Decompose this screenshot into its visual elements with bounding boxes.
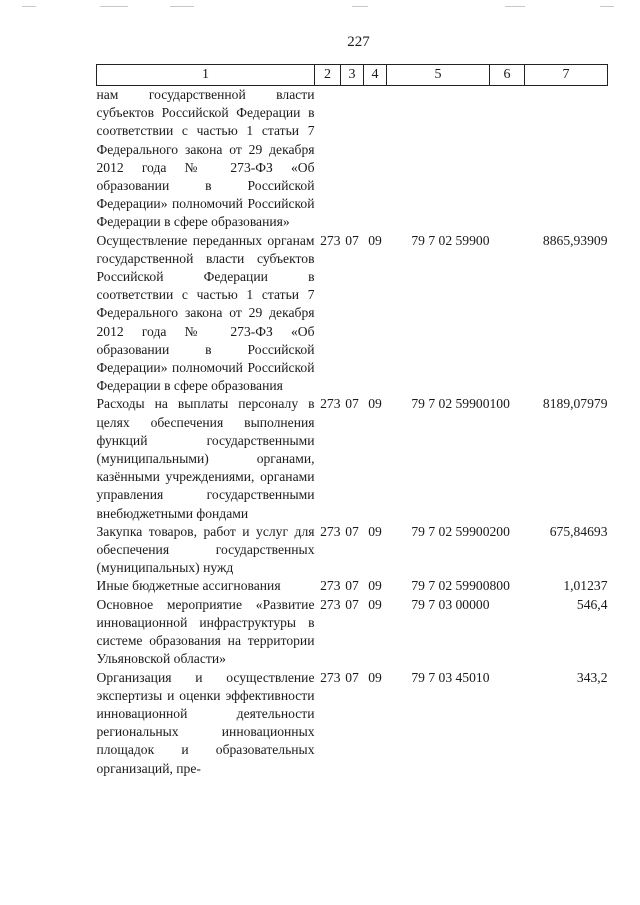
ministry-code: 273 (320, 596, 341, 612)
section-code: 07 (345, 578, 359, 594)
section-code: 07 (345, 396, 359, 412)
table-row (97, 395, 608, 522)
target-code: 79 7 03 45010 (411, 669, 490, 685)
ministry-code (315, 86, 341, 232)
scan-edge-mark (22, 6, 36, 7)
scan-edge-mark (600, 6, 614, 7)
row-description: Осуществление переданных органам государственной власти субъектов Российской Федерации в соответствии с частью 1 статьи 7 Федерального закона от 29 декабря 2012 года № 273-ФЗ «Об образовании в Российской Федерации» полномочий Российской Федерации в сфере образования (96, 232, 315, 394)
ministry-code: 273 (320, 232, 341, 248)
amount: 8865,93909 (542, 232, 608, 248)
expense-type-code (490, 86, 525, 232)
column-header: 7 (525, 65, 608, 86)
column-header: 3 (341, 65, 364, 86)
scan-edge-mark (352, 6, 368, 7)
column-header: 1 (97, 65, 315, 86)
row-description: Расходы на выплаты персоналу в целях обеспечения выполнения функций государственными (муниципальными) органами, казёнными учреждениями, органами управления государственными внебюджетными фондами (96, 396, 315, 521)
expense-type-code: 800 (489, 578, 510, 594)
subsection-code (364, 86, 387, 232)
amount: 675,84693 (549, 523, 608, 539)
row-description: Иные бюджетные ассигнования (96, 578, 281, 594)
row-description: Организация и осуществление экспертизы и оценки эффективности инновационной деятельности региональных инновационных площадок и образовательных организаций, пре- (96, 669, 315, 776)
section-code: 07 (345, 669, 359, 685)
subsection-code: 09 (368, 396, 382, 412)
scan-edge-mark (100, 6, 128, 7)
section-code: 07 (345, 232, 359, 248)
subsection-code: 09 (368, 669, 382, 685)
column-header: 5 (387, 65, 490, 86)
section-code: 07 (345, 523, 359, 539)
expense-type-code (490, 669, 525, 778)
section-code: 07 (345, 596, 359, 612)
subsection-code: 09 (368, 578, 382, 594)
scan-edge-mark (505, 6, 525, 7)
subsection-code: 09 (368, 523, 382, 539)
table-row (97, 596, 608, 669)
column-number-row (97, 65, 608, 86)
table-row (97, 523, 608, 578)
expense-type-code (490, 596, 525, 669)
row-description: Основное мероприятие «Развитие инновационной инфраструктуры в системе образования на территории Ульяновской области» (96, 596, 315, 667)
subsection-code: 09 (368, 596, 382, 612)
target-code: 79 7 02 59900 (411, 396, 490, 412)
expense-type-code: 200 (489, 523, 510, 539)
table-row (97, 232, 608, 396)
target-code: 79 7 02 59900 (411, 578, 490, 594)
table-row (97, 86, 608, 232)
scan-edge-mark (170, 6, 194, 7)
row-description: нам государственной власти субъектов Российской Федерации в соответствии с частью 1 статьи 7 Федерального закона от 29 декабря 2012 года № 273-ФЗ «Об образовании в Российской Федерации» полномочий Российской Федерации в сфере образования» (96, 87, 315, 230)
page-number: 227 (347, 34, 370, 50)
ministry-code: 273 (320, 523, 341, 539)
budget-table (96, 64, 608, 778)
target-code: 79 7 02 59900 (411, 232, 490, 248)
amount (525, 86, 608, 232)
column-header: 6 (490, 65, 525, 86)
amount: 343,2 (576, 669, 608, 685)
target-code: 79 7 02 59900 (411, 523, 490, 539)
amount: 8189,07979 (542, 396, 608, 412)
column-header: 4 (364, 65, 387, 86)
section-code (341, 86, 364, 232)
target-code (387, 86, 490, 232)
row-description: Закупка товаров, работ и услуг для обеспечения государственных (муниципальных) нужд (96, 523, 315, 576)
amount: 1,01237 (563, 578, 608, 594)
expense-type-code: 100 (489, 396, 510, 412)
ministry-code: 273 (320, 396, 341, 412)
ministry-code: 273 (320, 669, 341, 685)
amount: 546,4 (576, 596, 608, 612)
table-row (97, 577, 608, 595)
subsection-code: 09 (368, 232, 382, 248)
column-header: 2 (315, 65, 341, 86)
ministry-code: 273 (320, 578, 341, 594)
table-row (97, 669, 608, 778)
expense-type-code (490, 232, 525, 396)
target-code: 79 7 03 00000 (411, 596, 490, 612)
